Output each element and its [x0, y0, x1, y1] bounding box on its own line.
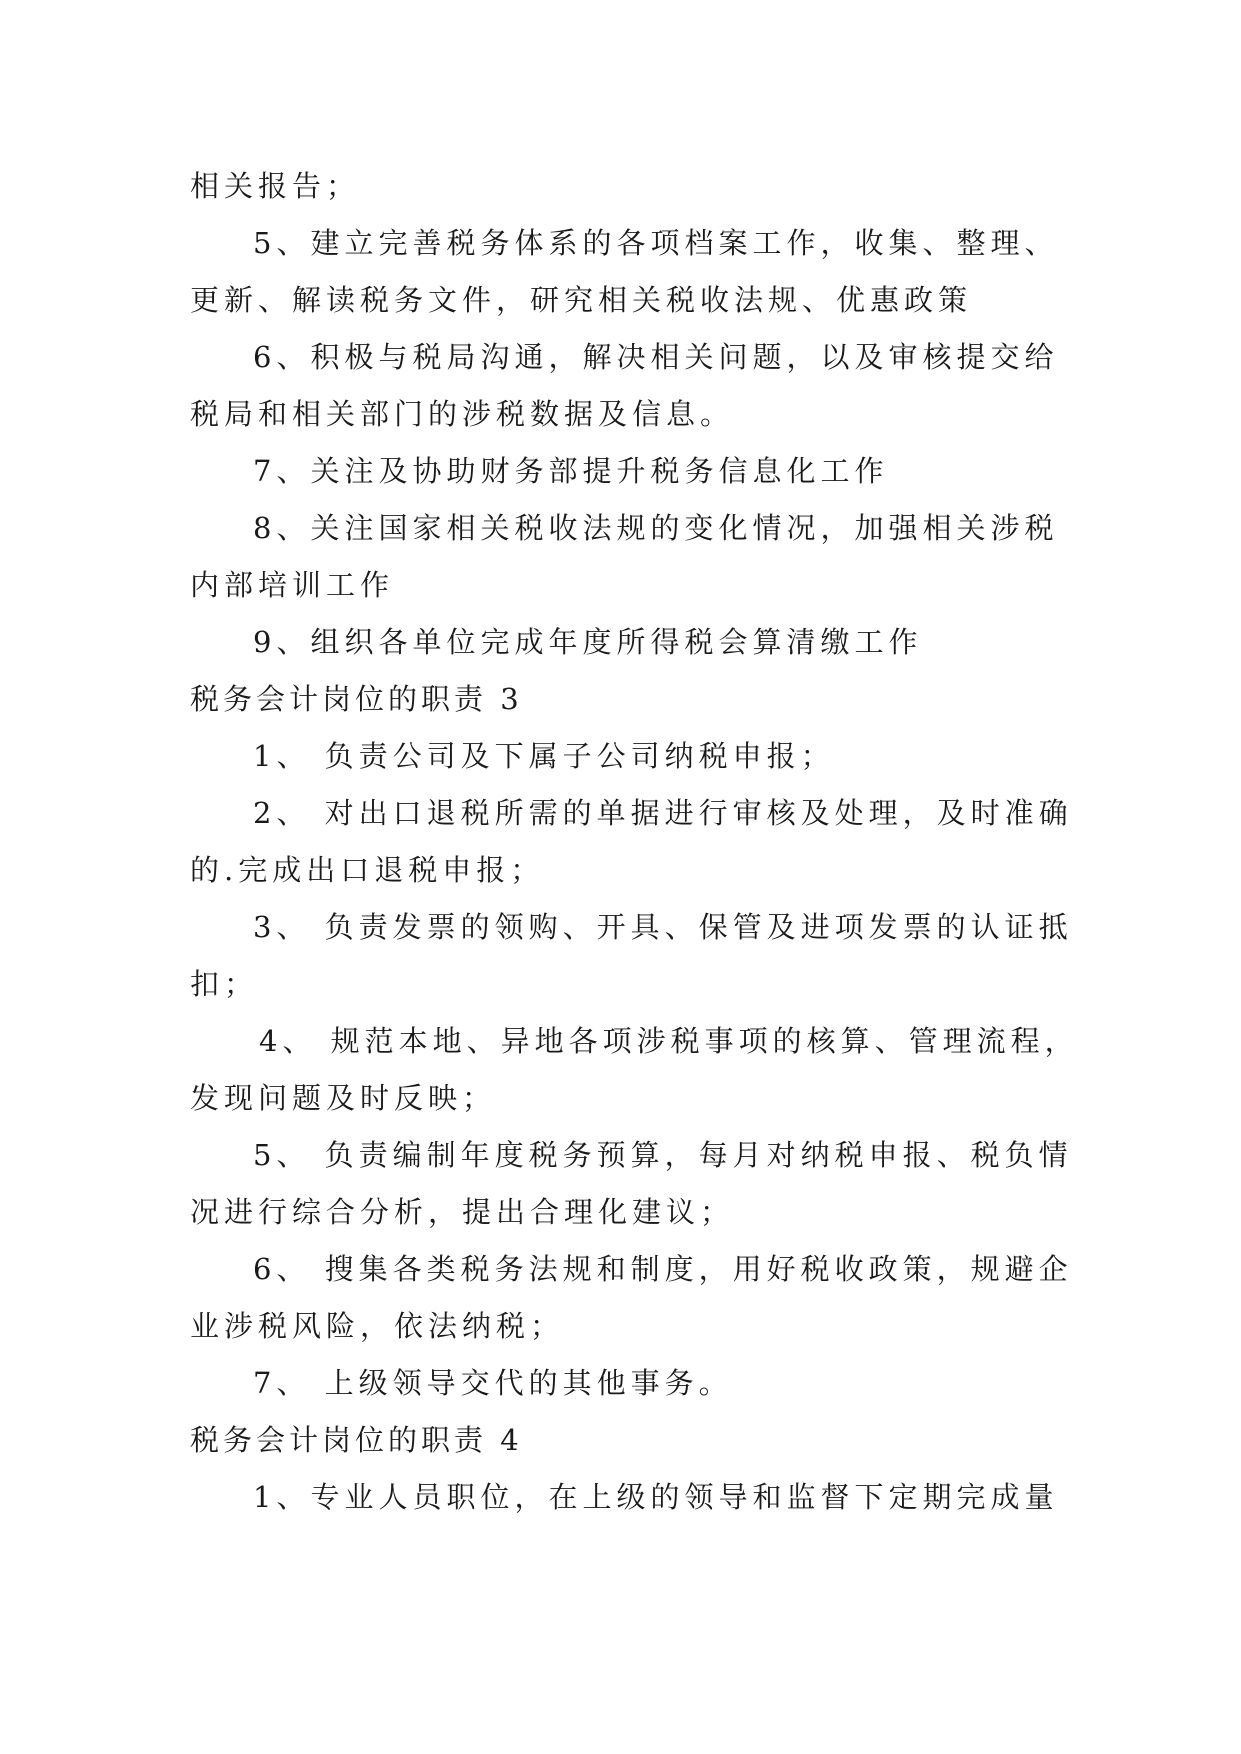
text-line: 4、 规范本地、异地各项涉税事项的核算、管理流程， [259, 1024, 1079, 1058]
text-line: 更新、解读税务文件，研究相关税收法规、优惠政策 [190, 283, 973, 317]
text-line: 5、建立完善税务体系的各项档案工作，收集、整理、 [253, 226, 1059, 260]
text-line: 6、 搜集各类税务法规和制度，用好税收政策，规避企 [253, 1252, 1073, 1286]
text-line: 6、积极与税局沟通，解决相关问题，以及审核提交给 [253, 340, 1059, 374]
text-line: 内部培训工作 [190, 568, 395, 602]
text-line: 1、专业人员职位，在上级的领导和监督下定期完成量 [253, 1480, 1059, 1514]
text-line: 业涉税风险，依法纳税； [190, 1309, 565, 1343]
section-heading: 税务会计岗位的职责 3 [190, 682, 523, 716]
text-line: 1、 负责公司及下属子公司纳税申报； [253, 739, 835, 773]
text-line: 扣； [190, 967, 259, 1001]
section-heading: 税务会计岗位的职责 4 [190, 1423, 523, 1457]
text-line: 发现问题及时反映； [190, 1081, 497, 1115]
text-line: 5、 负责编制年度税务预算，每月对纳税申报、税负情 [253, 1138, 1073, 1172]
text-line: 9、组织各单位完成年度所得税会算清缴工作 [253, 625, 923, 659]
text-line: 的.完成出口退税申报； [190, 853, 545, 887]
text-line: 8、关注国家相关税收法规的变化情况，加强相关涉税 [253, 511, 1059, 545]
text-line: 况进行综合分析，提出合理化建议； [190, 1195, 735, 1229]
text-line: 3、 负责发票的领购、开具、保管及进项发票的认证抵 [253, 910, 1073, 944]
text-line: 2、 对出口退税所需的单据进行审核及处理，及时准确 [253, 796, 1073, 830]
text-line: 相关报告； [190, 169, 361, 203]
text-line: 7、关注及协助财务部提升税务信息化工作 [253, 454, 889, 488]
text-line: 7、 上级领导交代的其他事务。 [253, 1366, 733, 1400]
text-line: 税局和相关部门的涉税数据及信息。 [190, 397, 735, 431]
